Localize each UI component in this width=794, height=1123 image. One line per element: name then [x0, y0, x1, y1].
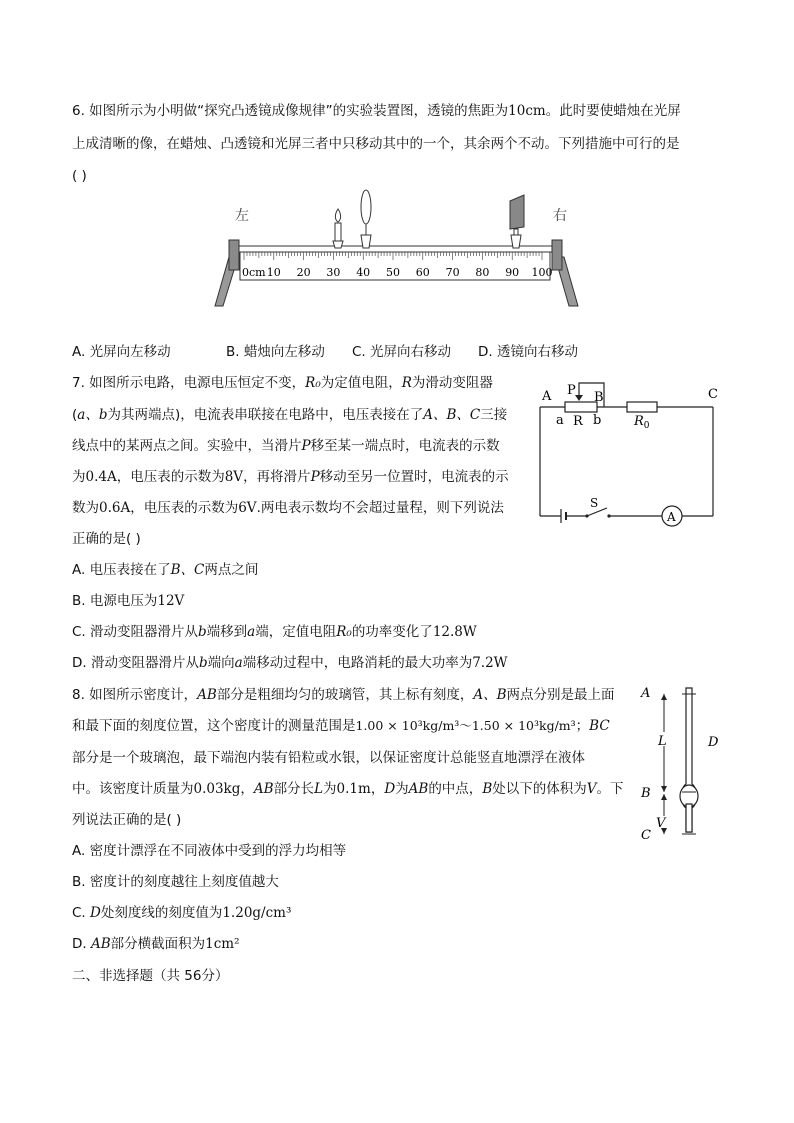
svg-text:V: V [656, 816, 666, 831]
section-heading: 二、非选择题（共 56分） [72, 968, 229, 984]
convex-lens-icon [361, 190, 371, 248]
ruler-label: 30 [326, 266, 341, 279]
ruler-label: 10 [266, 266, 281, 279]
q7-stem-line6: 正确的是( ) [72, 531, 141, 547]
rail [235, 246, 555, 252]
svg-text:C: C [708, 387, 718, 402]
q6-option-c[interactable]: C. 光屏向右移动 [352, 344, 452, 360]
ruler-label: 20 [296, 266, 311, 279]
q7-option-d[interactable]: D. 滑动变阻器滑片从b端向a端移动过程中，电路消耗的最大功率为7.2W [72, 655, 508, 671]
q7-option-b[interactable]: B. 电源电压为12V [72, 593, 185, 609]
svg-text:b: b [593, 413, 602, 428]
q8-option-d[interactable]: D. AB部分横截面积为1cm² [72, 936, 240, 952]
svg-text:A: A [667, 510, 676, 524]
fixed-resistor [627, 402, 657, 412]
q7-stem-line3: 线点中的某两点之间。实验中，当滑片P移至某一端点时，电流表的示数 [72, 438, 500, 454]
q7-stem-line4: 为0.4A，电压表的示数为8V，再将滑片P移动至另一位置时，电流表的示 [72, 469, 509, 485]
q8-stem-line2: 和最下面的刻度位置，这个密度计的测量范围是1.00 × 10³kg/m³～1.50 × 10³kg/m³；BC [72, 718, 610, 734]
ruler-label: 40 [356, 266, 371, 279]
ruler-label: 0cm [242, 266, 266, 279]
svg-text:D: D [708, 735, 719, 750]
svg-text:a: a [556, 413, 564, 428]
q7-stem-line5: 数为0.6A，电压表的示数为6V.两电表示数均不会超过量程，则下列说法 [72, 500, 504, 516]
q6-optical-bench-figure [205, 185, 590, 315]
ruler-label: 70 [445, 266, 460, 279]
q8-stem-line1: 8. 如图所示密度计，AB部分是粗细均匀的玻璃管，其上标有刻度，A、B两点分别是最上面 [72, 687, 615, 703]
q7-stem-line2: (a、b为其两端点)，电流表串联接在电路中，电压表接在了A、B、C三接 [72, 407, 508, 423]
q8-stem-line5: 列说法正确的是( ) [72, 812, 182, 828]
q6-option-b[interactable]: B. 蜡烛向左移动 [226, 344, 325, 360]
svg-text:B: B [641, 786, 651, 801]
q8-stem-line4: 中。该密度计质量为0.03kg，AB部分长L为0.1m，D为AB的中点，B处以下的体积为V。下 [72, 781, 624, 797]
right-label: 右 [553, 208, 567, 224]
q8-option-b[interactable]: B. 密度计的刻度越往上刻度值越大 [72, 874, 279, 890]
svg-text:R: R [573, 414, 583, 429]
q7-circuit-diagram [532, 380, 727, 530]
q8-stem-line3: 部分是一个玻璃泡，最下端泡内装有铅粒或水银，以保证密度计总能竖直地漂浮在液体 [72, 750, 585, 766]
ruler-label: 90 [505, 266, 520, 279]
right-post [552, 240, 562, 270]
q6-option-d[interactable]: D. 透镜向右移动 [478, 344, 578, 360]
ruler-label: 50 [386, 266, 400, 279]
rheostat [565, 402, 597, 412]
slider-arrow [575, 395, 583, 401]
svg-text:B: B [594, 390, 604, 405]
q6-option-a[interactable]: A. 光屏向左移动 [72, 344, 171, 360]
q8-hydrometer-figure [636, 684, 726, 844]
q6-stem-line1: 6. 如图所示为小明做“探究凸透镜成像规律”的实验装置图，透镜的焦距为10cm。此时要使蜡烛在光屏 [72, 103, 681, 119]
ruler-label: 60 [415, 266, 430, 279]
q6-stem-line2: 上成清晰的像，在蜡烛、凸透镜和光屏三者中只移动其中的一个，其余两个不动。下列措施中可行的是 [72, 136, 680, 152]
svg-text:A: A [641, 686, 651, 701]
q7-option-c[interactable]: C. 滑动变阻器滑片从b端移到a端，定值电阻R₀的功率变化了12.8W [72, 624, 477, 640]
svg-text:P: P [567, 383, 576, 398]
q7-option-a[interactable]: A. 电压表接在了B、C两点之间 [72, 562, 259, 578]
left-label: 左 [235, 208, 249, 224]
svg-text:R0: $R_0$ [634, 414, 650, 431]
q7-stem-line1: 7. 如图所示电路，电源电压恒定不变，R₀为定值电阻，R为滑动变阻器 [72, 375, 493, 391]
light-screen-icon [510, 195, 524, 248]
q8-option-c[interactable]: C. D处刻度线的刻度值为1.20g/cm³ [72, 905, 292, 921]
ruler-label: 80 [475, 266, 490, 279]
svg-text:A: A [542, 389, 552, 404]
svg-text:S: S [590, 496, 599, 510]
ruler-label: 100 [531, 266, 553, 279]
left-post [229, 240, 239, 270]
svg-text:L: L [658, 734, 667, 749]
svg-text:C: C [641, 828, 651, 843]
q8-option-a[interactable]: A. 密度计漂浮在不同液体中受到的浮力均相等 [72, 843, 347, 859]
candle-icon [333, 209, 343, 248]
q6-answer-blank: ( ) [72, 168, 87, 184]
